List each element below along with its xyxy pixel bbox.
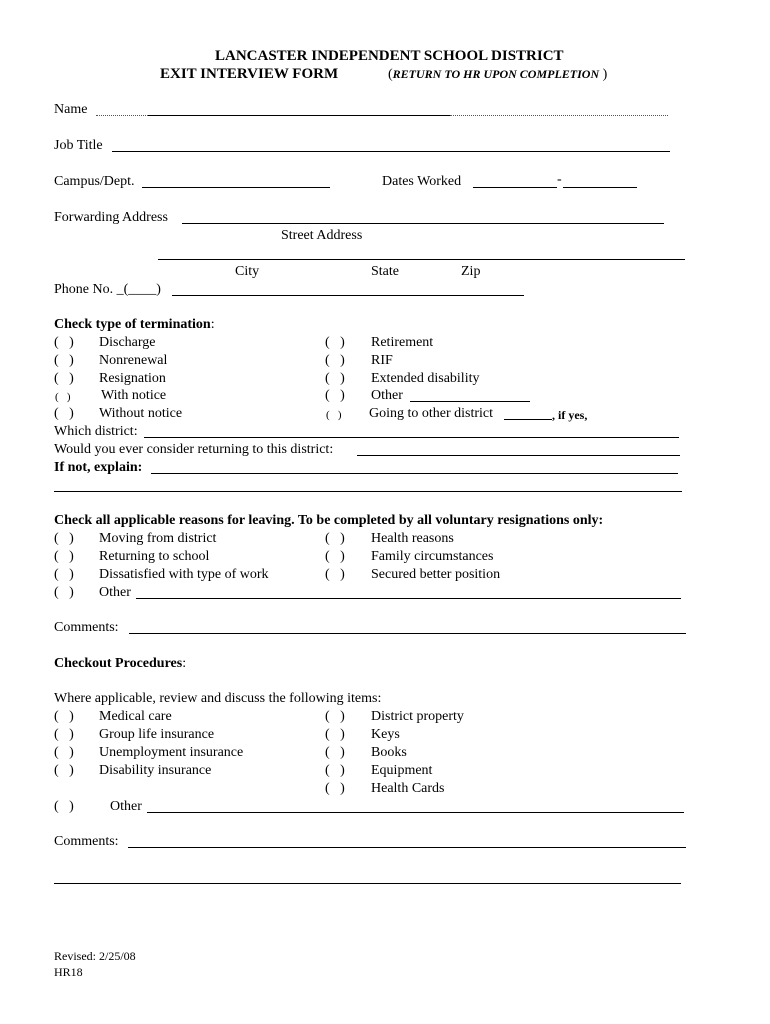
explain-field-2[interactable] [54,491,682,492]
checkout-comments-field[interactable] [128,847,686,848]
campus-label: Campus/Dept. [54,174,135,189]
checkbox-other-checkout[interactable]: ( ) [54,799,74,814]
checkbox-with-notice[interactable]: ( ) [55,391,71,403]
item-district-property: District property [371,709,464,724]
checkbox-discharge[interactable]: ( ) [54,335,74,350]
item-books: Books [371,745,407,760]
checkbox-without-notice[interactable]: ( ) [54,406,74,421]
checkbox-rif[interactable]: ( ) [325,353,345,368]
phone-label: Phone No. _(____) [54,282,161,297]
reason-family: Family circumstances [371,549,494,564]
option-with-notice: With notice [101,388,167,403]
checkbox-medical[interactable]: ( ) [54,709,74,724]
if-not-explain-label: If not, explain: [54,460,143,475]
item-unemployment: Unemployment insurance [99,745,244,760]
checkbox-resignation[interactable]: ( ) [54,371,74,386]
item-other: Other [110,799,142,814]
reasons-heading: Check all applicable reasons for leaving. To be completed by all voluntary resignations only: [54,513,604,528]
checkbox-nonrenewal[interactable]: ( ) [54,353,74,368]
phone-field[interactable] [172,295,524,296]
reason-health: Health reasons [371,531,454,546]
city-state-zip-field[interactable] [158,259,685,260]
reason-returning-school: Returning to school [99,549,210,564]
option-other-termination: Other [371,388,403,403]
form-code: HR18 [54,965,83,979]
reason-dissatisfied: Dissatisfied with type of work [99,567,269,582]
forwarding-address-label: Forwarding Address [54,210,168,225]
checkbox-dissatisfied[interactable]: ( ) [54,567,74,582]
job-title-label: Job Title [54,138,103,153]
reasons-comments-field[interactable] [129,633,686,634]
dates-worked-label: Dates Worked [382,174,462,189]
name-label: Name [54,102,88,117]
option-discharge: Discharge [99,335,156,350]
checkbox-moving[interactable]: ( ) [54,531,74,546]
other-district-field[interactable] [504,419,552,420]
zip-caption: Zip [461,264,481,279]
checkbox-family[interactable]: ( ) [325,549,345,564]
which-district-field[interactable] [144,437,679,438]
other-reason-field[interactable] [136,598,681,599]
consider-returning-label: Would you ever consider returning to this district: [54,442,334,457]
dates-dash: - [557,172,562,187]
checkout-heading: Checkout Procedures: [54,656,187,671]
reason-other: Other [99,585,131,600]
checkbox-other-district[interactable]: ( ) [326,409,342,421]
city-caption: City [235,264,260,279]
checkbox-unemployment[interactable]: ( ) [54,745,74,760]
checkbox-equipment[interactable]: ( ) [325,763,345,778]
checkbox-health-cards[interactable]: ( ) [325,781,345,796]
item-disability: Disability insurance [99,763,212,778]
checkbox-other-reason[interactable]: ( ) [54,585,74,600]
checkbox-district-property[interactable]: ( ) [325,709,345,724]
campus-field[interactable] [142,187,330,188]
job-title-field[interactable] [112,151,670,152]
checkbox-returning-school[interactable]: ( ) [54,549,74,564]
item-keys: Keys [371,727,400,742]
checkbox-books[interactable]: ( ) [325,745,345,760]
checkbox-health[interactable]: ( ) [325,531,345,546]
name-field[interactable] [148,115,450,116]
checkbox-keys[interactable]: ( ) [325,727,345,742]
item-medical: Medical care [99,709,172,724]
checkout-comments-field-2[interactable] [54,883,681,884]
item-life-insurance: Group life insurance [99,727,215,742]
option-resignation: Resignation [99,371,166,386]
checkout-intro: Where applicable, review and discuss the following items: [54,691,382,706]
reasons-comments-label: Comments: [54,620,119,635]
checkbox-other-termination[interactable]: ( ) [325,388,345,403]
dates-start-field[interactable] [473,187,557,188]
name-field-tail[interactable] [450,115,668,116]
revised-date: Revised: 2/25/08 [54,949,136,963]
option-other-district: Going to other district [369,406,494,421]
checkbox-disability[interactable]: ( ) [54,763,74,778]
checkout-comments-label: Comments: [54,834,119,849]
other-checkout-field[interactable] [147,812,684,813]
explain-field-1[interactable] [151,473,678,474]
state-caption: State [371,264,399,279]
checkbox-retirement[interactable]: ( ) [325,335,345,350]
option-extended-disability: Extended disability [371,371,480,386]
other-termination-field[interactable] [410,401,530,402]
form-title: EXIT INTERVIEW FORM [160,66,339,82]
dates-end-field[interactable] [563,187,637,188]
option-retirement: Retirement [371,335,434,350]
item-health-cards: Health Cards [371,781,445,796]
if-yes-label: , if yes, [552,408,588,422]
termination-heading: Check type of termination: [54,317,215,332]
street-address-field[interactable] [182,223,664,224]
district-title: LANCASTER INDEPENDENT SCHOOL DISTRICT [215,48,564,64]
return-note: (RETURN TO HR UPON COMPLETION ) [388,67,608,82]
reason-moving: Moving from district [99,531,217,546]
checkbox-better-position[interactable]: ( ) [325,567,345,582]
street-address-caption: Street Address [281,228,363,243]
name-field-lead[interactable] [96,115,148,116]
option-rif: RIF [371,353,393,368]
consider-returning-field[interactable] [357,455,680,456]
option-nonrenewal: Nonrenewal [99,353,168,368]
checkbox-life-insurance[interactable]: ( ) [54,727,74,742]
which-district-label: Which district: [54,424,138,439]
item-equipment: Equipment [371,763,433,778]
option-without-notice: Without notice [99,406,183,421]
reason-better-position: Secured better position [371,567,501,582]
checkbox-extended-disability[interactable]: ( ) [325,371,345,386]
